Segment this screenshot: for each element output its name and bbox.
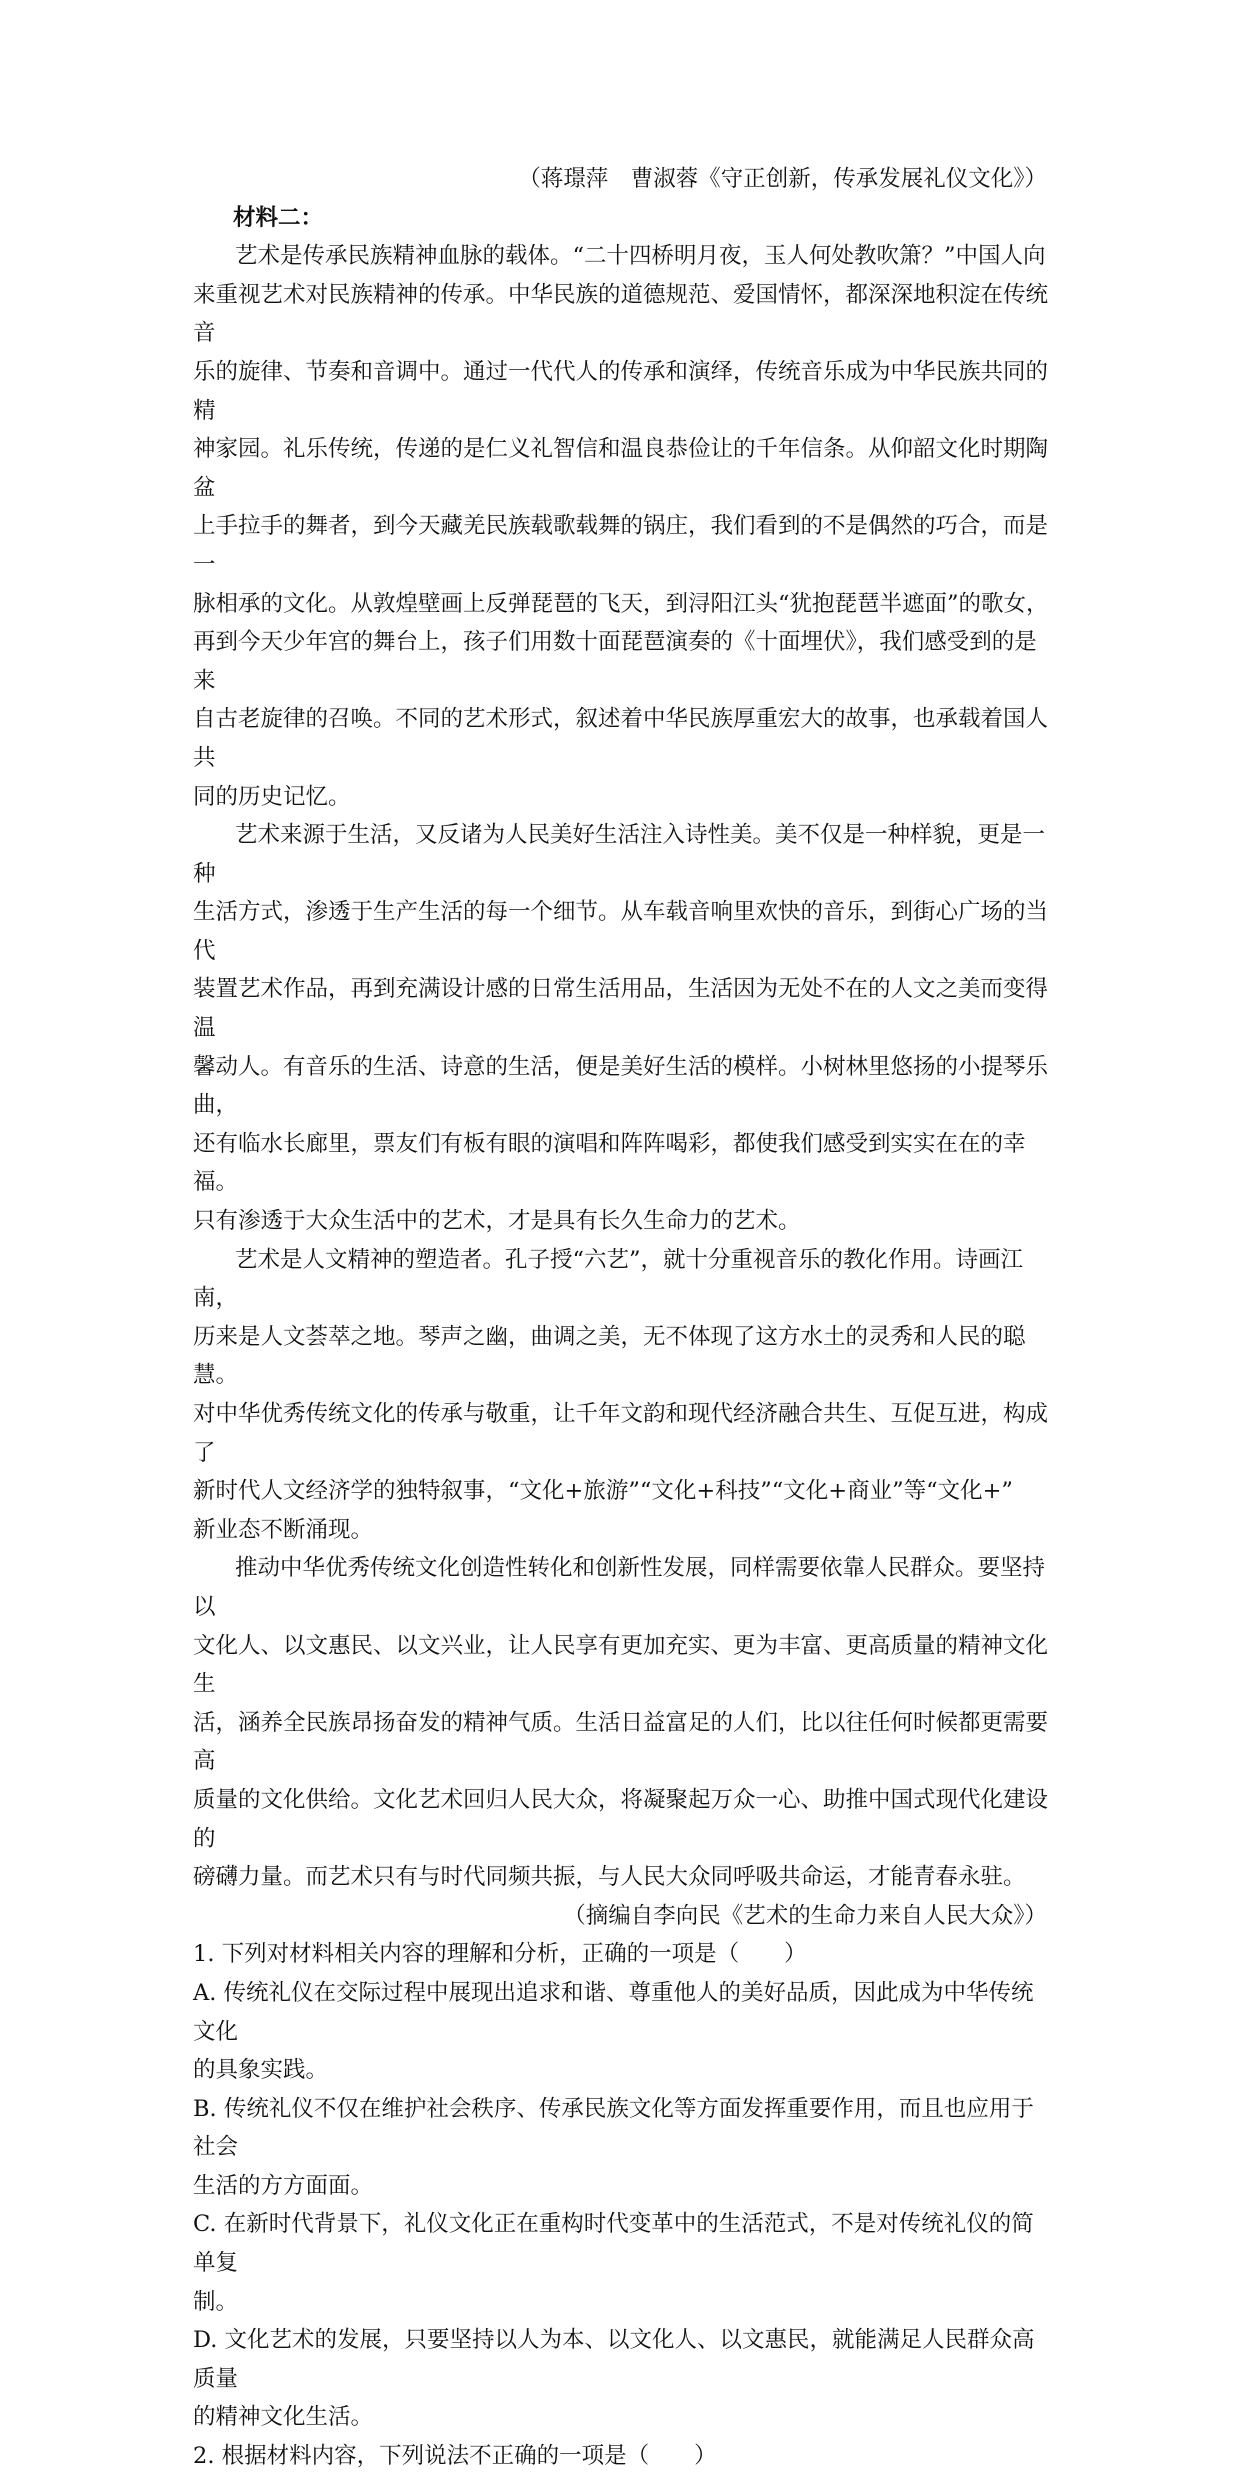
material2-source: （摘编自李向民《艺术的生命力来自人民大众》） [563,1902,1047,1929]
material2-label: 材料二： [233,204,324,231]
question-1-choice-c: C. 在新时代背景下，礼仪文化正在重构时代变革中的生活范式，不是对传统礼仪的简单复 制。 [193,2211,1034,2315]
material2-paragraph: 艺术是人文精神的塑造者。孔子授“六艺”，就十分重视音乐的教化作用。诗画江南， 历来是人文荟萃之地。琴声之幽，曲调之美，无不体现了这方水土的灵秀和人民的聪慧。 对中华优秀传统文化的传承与敬重，让千年文韵和现代经济融合共生、互促互进，构成了 新时代人文经济学的独特叙事，“文化+旅游”“文化+科技”“文化+商业”等“文化+” 新业态不断涌现。 [193,1246,1049,1543]
question-1-choice-d: D. 文化艺术的发展，只要坚持以人为本、以文化人、以文惠民，就能满足人民群众高质量 的精神文化生活。 [193,2327,1035,2431]
question-1-choice-b: B. 传统礼仪不仅在维护社会秩序、传承民族文化等方面发挥重要作用，而且也应用于社会 生活的方方面面。 [193,2095,1034,2199]
material2-paragraph: 艺术是传承民族精神血脉的载体。“二十四桥明月夜，玉人何处教吹箫？”中国人向 来重视艺术对民族精神的传承。中华民族的道德规范、爱国情怀，都深深地积淀在传统音 乐的旋律、节奏和音调中。通过一代代人的传承和演绎，传统音乐成为中华民族共同的精 神家园。礼乐传统，传递的是仁义礼智信和温良恭俭让的千年信条。从仰韶文化时期陶盆 上手拉手的舞者，到今天藏羌民族载歌载舞的锅庄，我们看到的不是偶然的巧合，而是一 脉相承的文化。从敦煌壁画上反弹琵琶的飞天，到浔阳江头“犹抱琵琶半遮面”的歌女， 再到今天少年宫的舞台上，孩子们用数十面琵琶演奏的《十面埋伏》，我们感受到的是来 自古老旋律的召唤。不同的艺术形式，叙述着中华民族厚重宏大的故事，也承载着国人共 同的历史记忆。 [193,243,1049,810]
question-2-stem: 2. 根据材料内容，下列说法不正确的一项是（ ） [193,2443,717,2470]
question-1-stem: 1. 下列对材料相关内容的理解和分析，正确的一项是（ ） [193,1941,807,1968]
material2-paragraph: 艺术来源于生活，又反诸为人民美好生活注入诗性美。美不仅是一种样貌，更是一种 生活方式，渗透于生产生活的每一个细节。从车载音响里欢快的音乐，到街心广场的当代 装置艺术作品，再到充满设计感的日常生活用品，生活因为无处不在的人文之美而变得温 馨动人。有音乐的生活、诗意的生活，便是美好生活的模样。小树林里悠扬的小提琴乐曲， 还有临水长廊里，票友们有板有眼的演唱和阵阵喝彩，都使我们感受到实实在在的幸福。 只有渗透于大众生活中的艺术，才是具有长久生命力的艺术。 [193,822,1049,1235]
material2-paragraph: 推动中华优秀传统文化创造性转化和创新性发展，同样需要依靠人民群众。要坚持以 文化人、以文惠民、以文兴业，让人民享有更加充实、更为丰富、更高质量的精神文化生 活，涵养全民族昂扬奋发的精神气质。生活日益富足的人们，比以往任何时候都更需要高 质量的文化供给。文化艺术回归人民大众，将凝聚起万众一心、助推中国式现代化建设的 磅礴力量。而艺术只有与时代同频共振，与人民大众同呼吸共命运，才能青春永驻。 [193,1555,1049,1891]
page-content [193,160,1053,2476]
material1-source: （蒋璟萍 曹淑蓉《守正创新，传承发展礼仪文化》） [518,166,1047,192]
question-1-choice-a: A. 传统礼仪在交际过程中展现出追求和谐、尊重他人的美好品质，因此成为中华传统文化 的具象实践。 [193,1979,1034,2084]
